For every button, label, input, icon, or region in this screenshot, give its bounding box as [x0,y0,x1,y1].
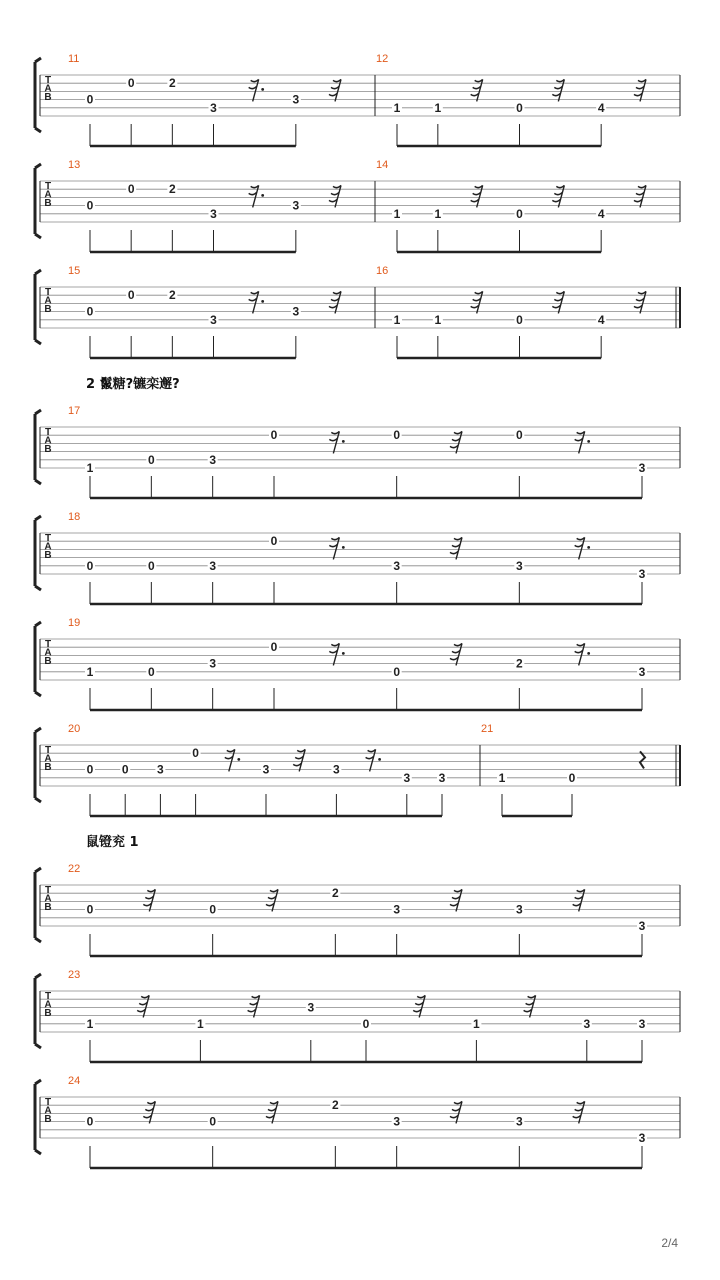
tab-clef-letter: A [44,189,52,201]
fret-number: 3 [210,100,217,115]
tab-clef-letter: A [44,83,52,95]
measure-number: 11 [68,53,80,65]
rest-symbol [552,185,564,207]
fret-number: 2 [168,76,176,91]
section-heading: 2 鬣糖?镳栾邂? [86,377,180,392]
rest-symbol [575,431,590,453]
fret-number: 3 [393,558,401,573]
fret-number: 1 [473,1016,480,1031]
tab-clef-letter: B [44,92,52,103]
staff-system [35,53,680,146]
fret-number: 0 [86,558,94,573]
rest-symbol [471,291,483,313]
fret-number: 3 [638,1016,646,1031]
fret-number: 0 [86,198,94,213]
fret-number: 0 [147,558,155,573]
tab-clef-letter: B [44,304,52,315]
tab-clef-letter: B [44,1114,52,1125]
measure-number: 14 [376,159,389,171]
staff-system [35,511,680,604]
fret-number: 1 [393,100,401,115]
fret-number: 1 [393,312,401,327]
rest-symbol [552,79,564,101]
measure-number: 17 [68,405,81,417]
fret-number: 0 [393,428,401,443]
rest-symbol [450,1101,462,1123]
fret-number: 0 [393,664,401,679]
fret-number: 0 [270,534,278,549]
staff-system [35,863,680,956]
tab-clef-letter: T [44,287,52,298]
rest-symbol [450,889,462,911]
fret-number: 0 [209,1114,217,1129]
rest-symbol [450,643,462,665]
fret-number: 2 [168,288,176,303]
fret-number: 3 [393,1114,401,1129]
tab-clef-letter: T [44,533,52,544]
fret-number: 1 [393,206,401,221]
fret-number: 1 [434,100,442,115]
fret-number: 3 [583,1016,591,1031]
rest-symbol [249,185,264,207]
measure-number: 23 [68,969,81,981]
fret-number: 0 [147,664,155,679]
tab-clef-letter: T [44,427,52,438]
measure-number: 16 [376,265,389,277]
measure-number: 13 [68,159,81,171]
measure-number: 19 [68,617,81,629]
rest-symbol [552,291,564,313]
tab-clef-letter: T [44,991,52,1002]
fret-number: 3 [209,656,217,671]
tab-clef-letter: A [44,295,52,307]
fret-number: 0 [515,428,523,443]
measure-number: 15 [68,265,81,277]
measure-number: 18 [68,511,81,523]
fret-number: 2 [515,656,523,671]
tab-clef-letter: A [44,1105,52,1117]
tab-clef-letter: T [44,639,52,650]
rest-symbol [471,79,483,101]
tab-clef-letter: T [44,745,52,756]
fret-number: 0 [86,762,94,777]
fret-number: 4 [597,312,605,327]
rest-symbol [573,1101,585,1123]
rest-symbol [293,749,305,771]
rest-symbol [329,643,344,665]
fret-number: 2 [168,182,176,197]
staff-system [35,265,680,358]
fret-number: 0 [516,206,523,221]
fret-number: 0 [362,1016,370,1031]
fret-number: 3 [515,1114,523,1129]
tab-clef-letter: B [44,550,52,561]
fret-number: 0 [127,76,135,91]
rest-symbol [248,995,260,1017]
page-number: 2/4 [661,1236,678,1250]
rest-symbol [137,995,149,1017]
tab-clef-letter: A [44,647,52,659]
fret-number: 3 [307,1000,315,1015]
tab-clef-letter: T [44,885,52,896]
rest-symbol [413,995,425,1017]
fret-number: 4 [597,206,605,221]
rest-symbol [266,889,278,911]
fret-number: 3 [333,762,340,777]
rest-symbol [329,291,341,313]
fret-number: 3 [262,762,270,777]
fret-number: 1 [197,1016,204,1031]
fret-number: 0 [192,746,199,761]
fret-number: 0 [147,452,155,467]
fret-number: 0 [516,100,523,115]
fret-number: 3 [292,198,300,213]
rest-symbol [634,185,646,207]
fret-number: 0 [86,902,94,917]
rest-symbol [329,185,341,207]
tab-clef-letter: B [44,444,52,455]
tab-clef-letter: A [44,541,52,553]
tab-clef-letter: B [44,198,52,209]
rest-symbol [575,643,590,665]
staff-system [35,159,680,252]
rest-symbol [575,537,590,559]
fret-number: 1 [86,1016,94,1031]
fret-number: 3 [438,770,446,785]
fret-number: 3 [292,92,300,107]
rest-symbol [143,889,155,911]
fret-number: 3 [403,770,411,785]
fret-number: 0 [86,1114,94,1129]
tab-clef-letter: B [44,1008,52,1019]
tab-clef-letter: T [44,181,52,192]
fret-number: 0 [516,312,523,327]
fret-number: 3 [393,902,401,917]
fret-number: 0 [568,770,576,785]
rest-symbol [573,889,585,911]
measure-number: 24 [68,1075,81,1087]
tab-clef-letter: T [44,1097,52,1108]
fret-number: 3 [157,762,164,777]
fret-number: 3 [638,567,646,581]
rest-symbol [249,79,264,101]
rest-symbol [329,537,344,559]
fret-number: 3 [515,558,523,573]
fret-number: 0 [86,304,94,319]
fret-number: 0 [270,640,278,655]
fret-number: 1 [434,312,442,327]
tab-clef-letter: T [44,75,52,86]
staff-system [35,405,680,498]
fret-number: 3 [210,206,217,221]
tab-clef-letter: A [44,999,52,1011]
fret-number: 1 [498,770,506,785]
staff-system [35,617,680,710]
tab-clef-letter: A [44,893,52,905]
fret-number: 3 [292,304,300,319]
fret-number: 3 [638,664,646,679]
staff-system [35,969,680,1062]
measure-number: 22 [68,863,81,875]
fret-number: 3 [209,558,217,573]
rest-symbol [471,185,483,207]
tab-clef-letter: B [44,762,52,773]
rest-symbol [249,291,264,313]
rest-symbol [450,537,462,559]
fret-number: 0 [209,902,217,917]
tab-clef-letter: A [44,435,52,447]
fret-number: 4 [597,100,605,115]
rest-symbol [143,1101,155,1123]
fret-number: 3 [515,902,523,917]
rest-symbol [450,431,462,453]
staff-system [35,1075,680,1168]
rest-symbol [329,431,344,453]
rest-symbol [524,995,536,1017]
fret-number: 1 [86,664,94,679]
rest-symbol [634,79,646,101]
measure-number: 21 [481,723,494,735]
rest-symbol [634,291,646,313]
rest-symbol [640,751,645,768]
fret-number: 3 [209,452,217,467]
fret-number: 0 [127,182,135,197]
tab-clef-letter: B [44,656,52,667]
fret-number: 0 [270,428,278,443]
fret-number: 3 [210,312,217,327]
fret-number: 3 [638,461,646,475]
tab-clef-letter: A [44,753,52,765]
fret-number: 0 [127,288,135,303]
rest-symbol [366,749,381,771]
fret-number: 2 [331,1098,339,1113]
rest-symbol [266,1101,278,1123]
fret-number: 1 [86,461,94,475]
rest-symbol [329,79,341,101]
fret-number: 0 [121,762,129,777]
fret-number: 1 [434,206,442,221]
tab-clef-letter: B [44,902,52,913]
fret-number: 0 [86,92,94,107]
staff-system [35,723,680,816]
fret-number: 3 [638,1131,646,1145]
fret-number: 3 [638,919,646,933]
measure-number: 12 [376,53,389,65]
section-heading: 鼠镫兖 1 [86,835,139,850]
rest-symbol [225,749,240,771]
fret-number: 2 [331,886,339,901]
measure-number: 20 [68,723,81,735]
